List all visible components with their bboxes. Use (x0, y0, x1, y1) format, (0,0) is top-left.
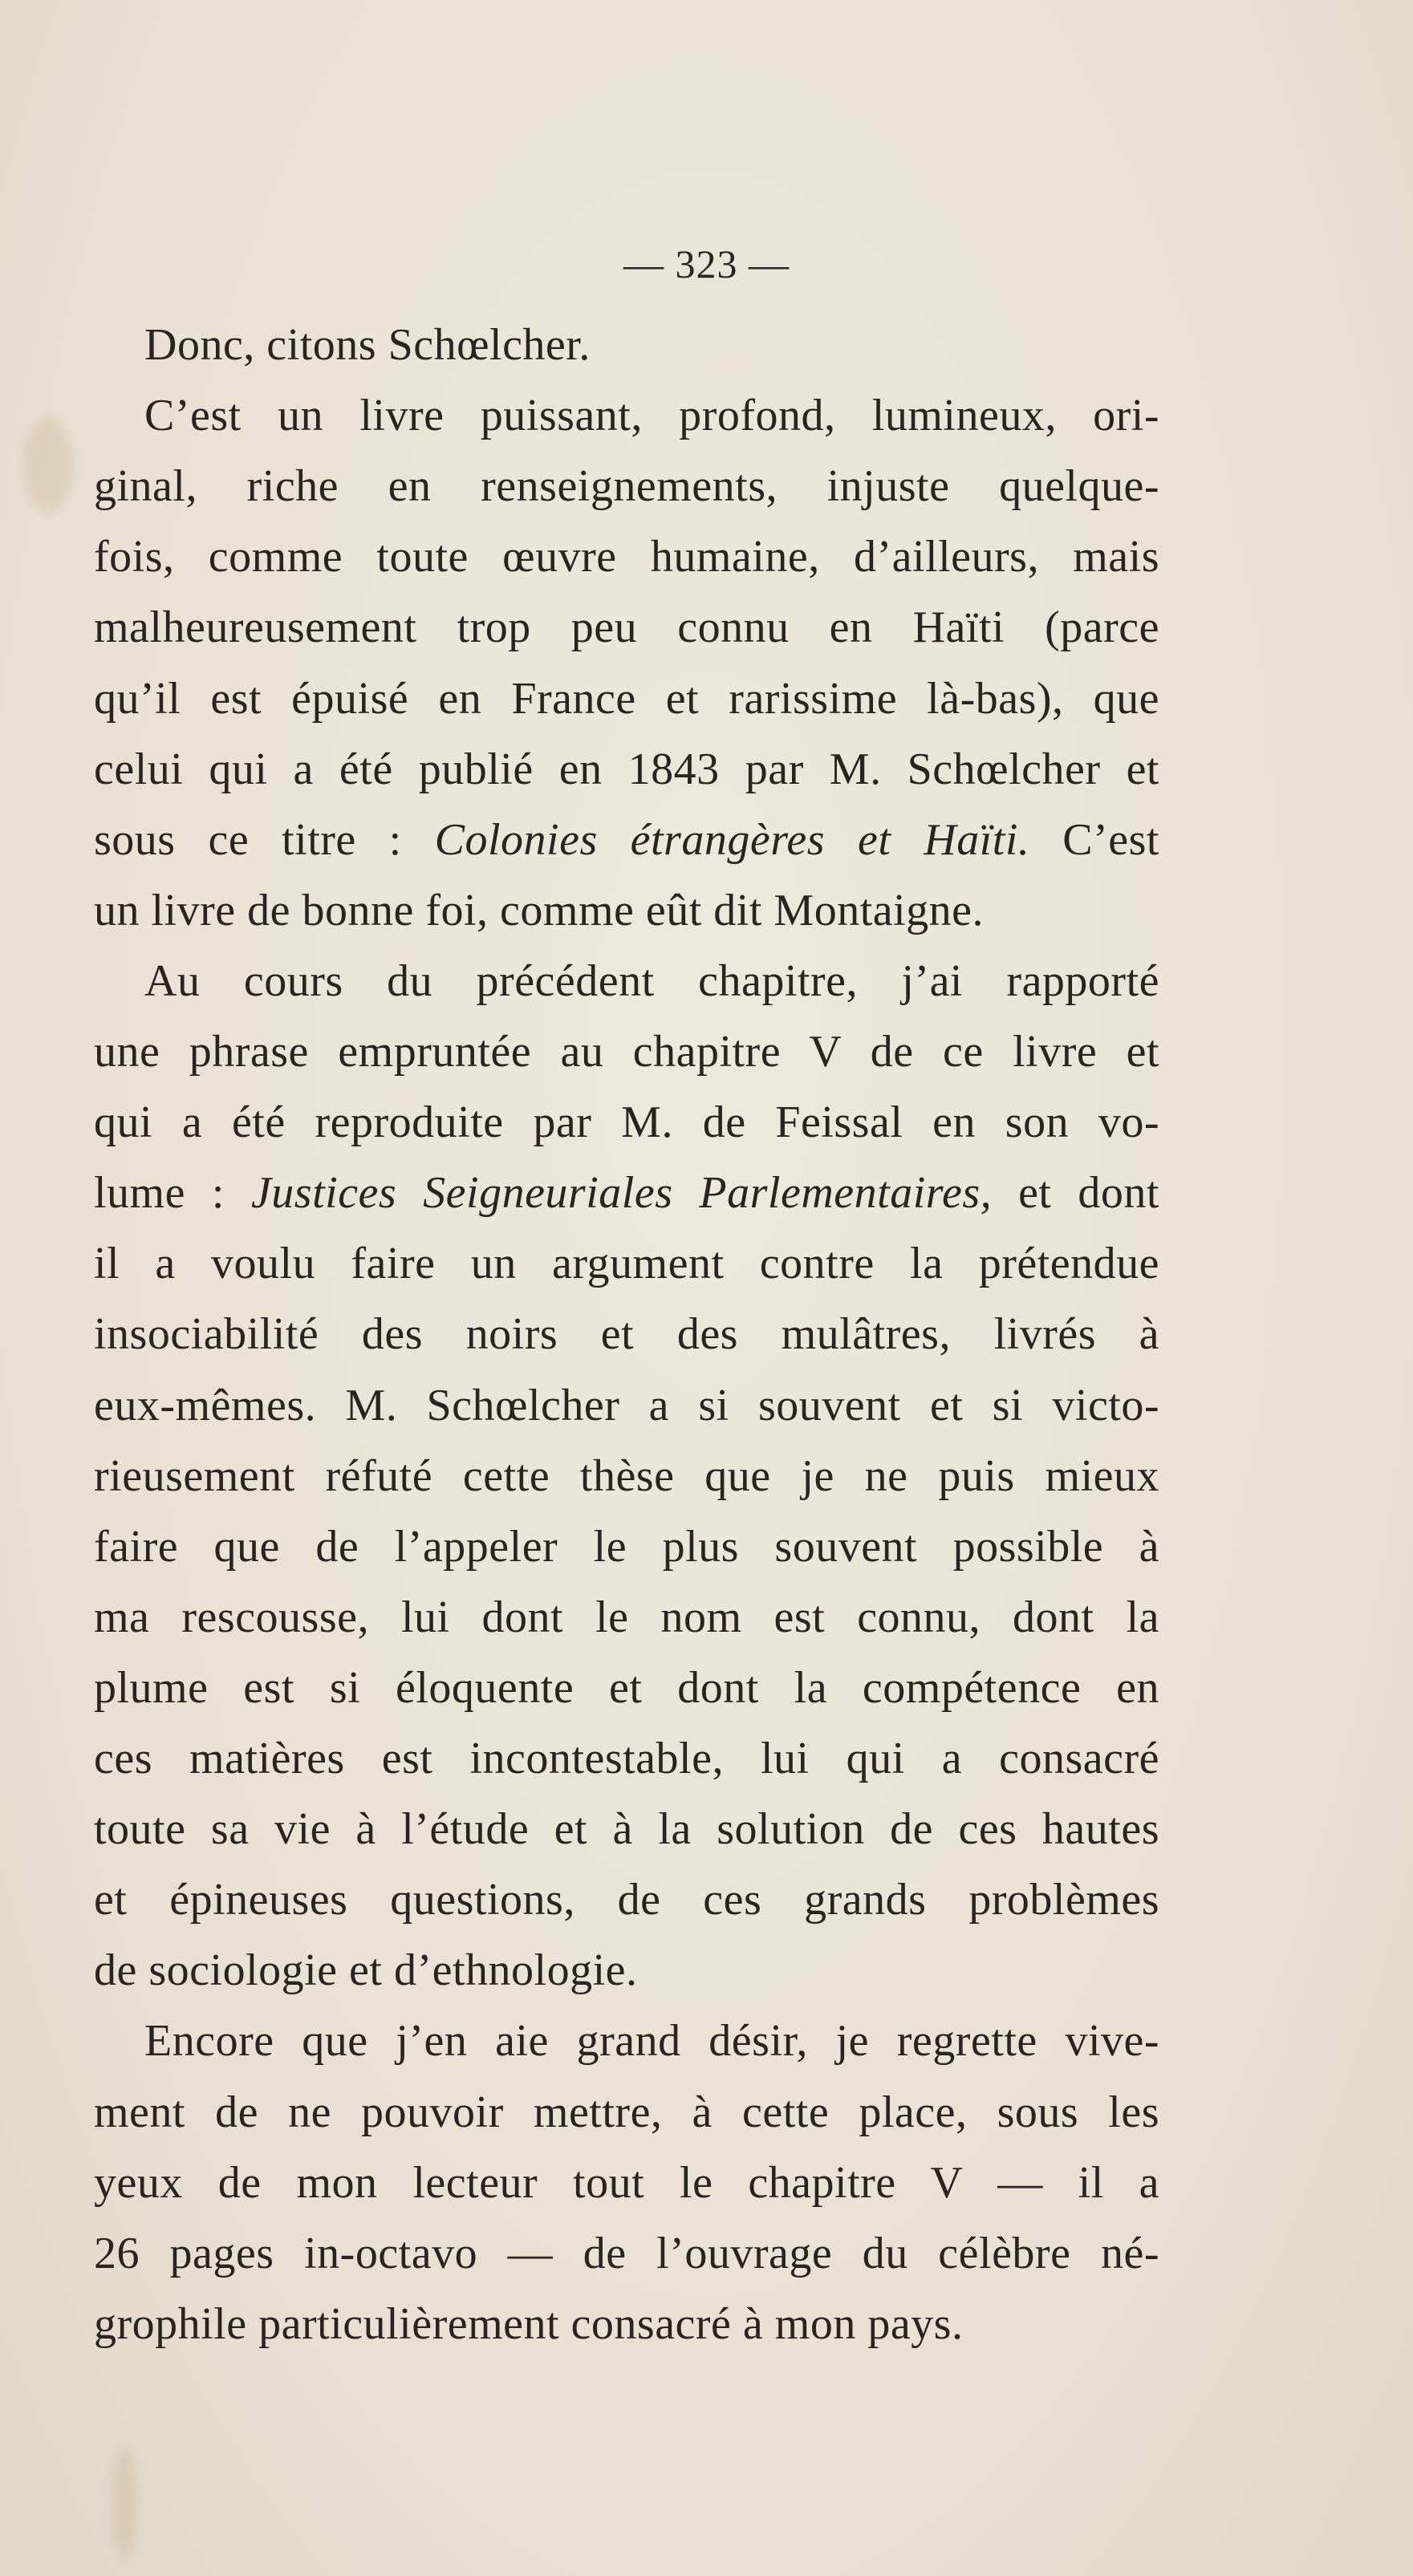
text-segment: plume est si éloquente et dont la compétence en (94, 1662, 1159, 1713)
text-segment: qu’il est épuisé en France et rarissime là-bas), que (94, 673, 1159, 724)
text-line (94, 521, 1159, 592)
italic-title: Justices Seigneuriales Parlementaires, (250, 1168, 993, 1219)
text-line (94, 734, 1159, 805)
paper-stain (24, 417, 72, 513)
text-segment: insociabilité des noirs et des mulâtres, livrés à (94, 1309, 1159, 1360)
text-segment: celui qui a été publié en 1843 par M. Schœlcher et (94, 744, 1159, 794)
text-line (94, 1016, 1159, 1087)
text-line (94, 1299, 1159, 1369)
text-segment: un livre de bonne foi, comme eût dit Montaigne. (94, 885, 985, 935)
text-segment: toute sa vie à l’étude et à la solution de ces hautes (94, 1804, 1159, 1855)
text-line (94, 2148, 1159, 2218)
text-line (94, 1228, 1159, 1299)
paper-stain (112, 2447, 136, 2559)
text-segment: malheureusement trop peu connu en Haïti (parce (94, 602, 1159, 653)
text-segment: yeux de mon lecteur tout le chapitre V — il a (94, 2157, 1159, 2208)
text-line (94, 1723, 1159, 1794)
text-segment: ces matières est incontestable, lui qui a consacré (94, 1734, 1159, 1783)
text-segment: rieusement réfuté cette thèse que je ne puis mieux (94, 1450, 1159, 1501)
text-line (94, 2289, 1159, 2359)
text-line (94, 1511, 1159, 1582)
text-line (94, 1158, 1159, 1228)
text-segment: et dont (992, 1168, 1159, 1219)
text-segment: qui a été reproduite par M. de Feissal en son vo- (94, 1097, 1159, 1148)
text-line (94, 805, 1159, 875)
text-line (144, 946, 1159, 1016)
text-segment: Encore que j’en aie grand désir, je regrette vive- (144, 2016, 1159, 2067)
text-segment: sous ce titre : (94, 814, 435, 865)
text-segment: C’est (1029, 814, 1159, 865)
text-line (94, 1794, 1159, 1864)
text-segment: C’est un livre puissant, profond, lumineux, ori- (144, 391, 1159, 441)
text-line (94, 1370, 1159, 1441)
text-segment: faire que de l’appeler le plus souvent possible à (94, 1521, 1159, 1572)
text-segment: une phrase empruntée au chapitre V de ce livre et (94, 1027, 1159, 1077)
text-segment: 26 pages in-octavo — de l’ouvrage du célèbre né- (94, 2228, 1159, 2278)
text-line (144, 380, 1159, 451)
text-segment: grophile particulièrement consacré à mon pays. (94, 2298, 964, 2349)
text-line (94, 2218, 1159, 2289)
text-segment: il a voulu faire un argument contre la prétendue (94, 1239, 1159, 1289)
text-segment: Au cours du précédent chapitre, j’ai rapporté (144, 955, 1159, 1006)
text-line (94, 592, 1159, 663)
text-segment: eux-mêmes. M. Schœlcher a si souvent et si victo- (94, 1380, 1159, 1430)
text-line (94, 1653, 1159, 1723)
text-segment: et épineuses questions, de ces grands problèmes (94, 1875, 1159, 1925)
text-segment: lume : (94, 1168, 251, 1219)
text-line (94, 1582, 1159, 1653)
text-segment: ma rescousse, lui dont le nom est connu, dont la (94, 1592, 1159, 1642)
text-segment: ment de ne pouvoir mettre, à cette place, sous les (94, 2087, 1159, 2137)
text-line (94, 451, 1159, 521)
text-line (94, 875, 1159, 946)
text-line (94, 1087, 1159, 1158)
text-line (94, 2077, 1159, 2148)
text-line (94, 1864, 1159, 1935)
text-segment: fois, comme toute œuvre humaine, d’ailleurs, mais (94, 532, 1159, 582)
text-segment: de sociologie et d’ethnologie. (94, 1945, 638, 1996)
text-line (94, 663, 1159, 734)
text-line (94, 1441, 1159, 1511)
text-line (94, 1935, 1159, 2006)
text-segment: Donc, citons Schœlcher. (144, 320, 591, 370)
italic-title: Colonies étrangères et Haïti. (434, 814, 1030, 865)
text-line (144, 2006, 1159, 2076)
page-number: — 323 — (623, 241, 790, 286)
text-line (144, 310, 1159, 380)
text-segment: ginal, riche en renseignements, injuste quelque- (94, 461, 1159, 512)
